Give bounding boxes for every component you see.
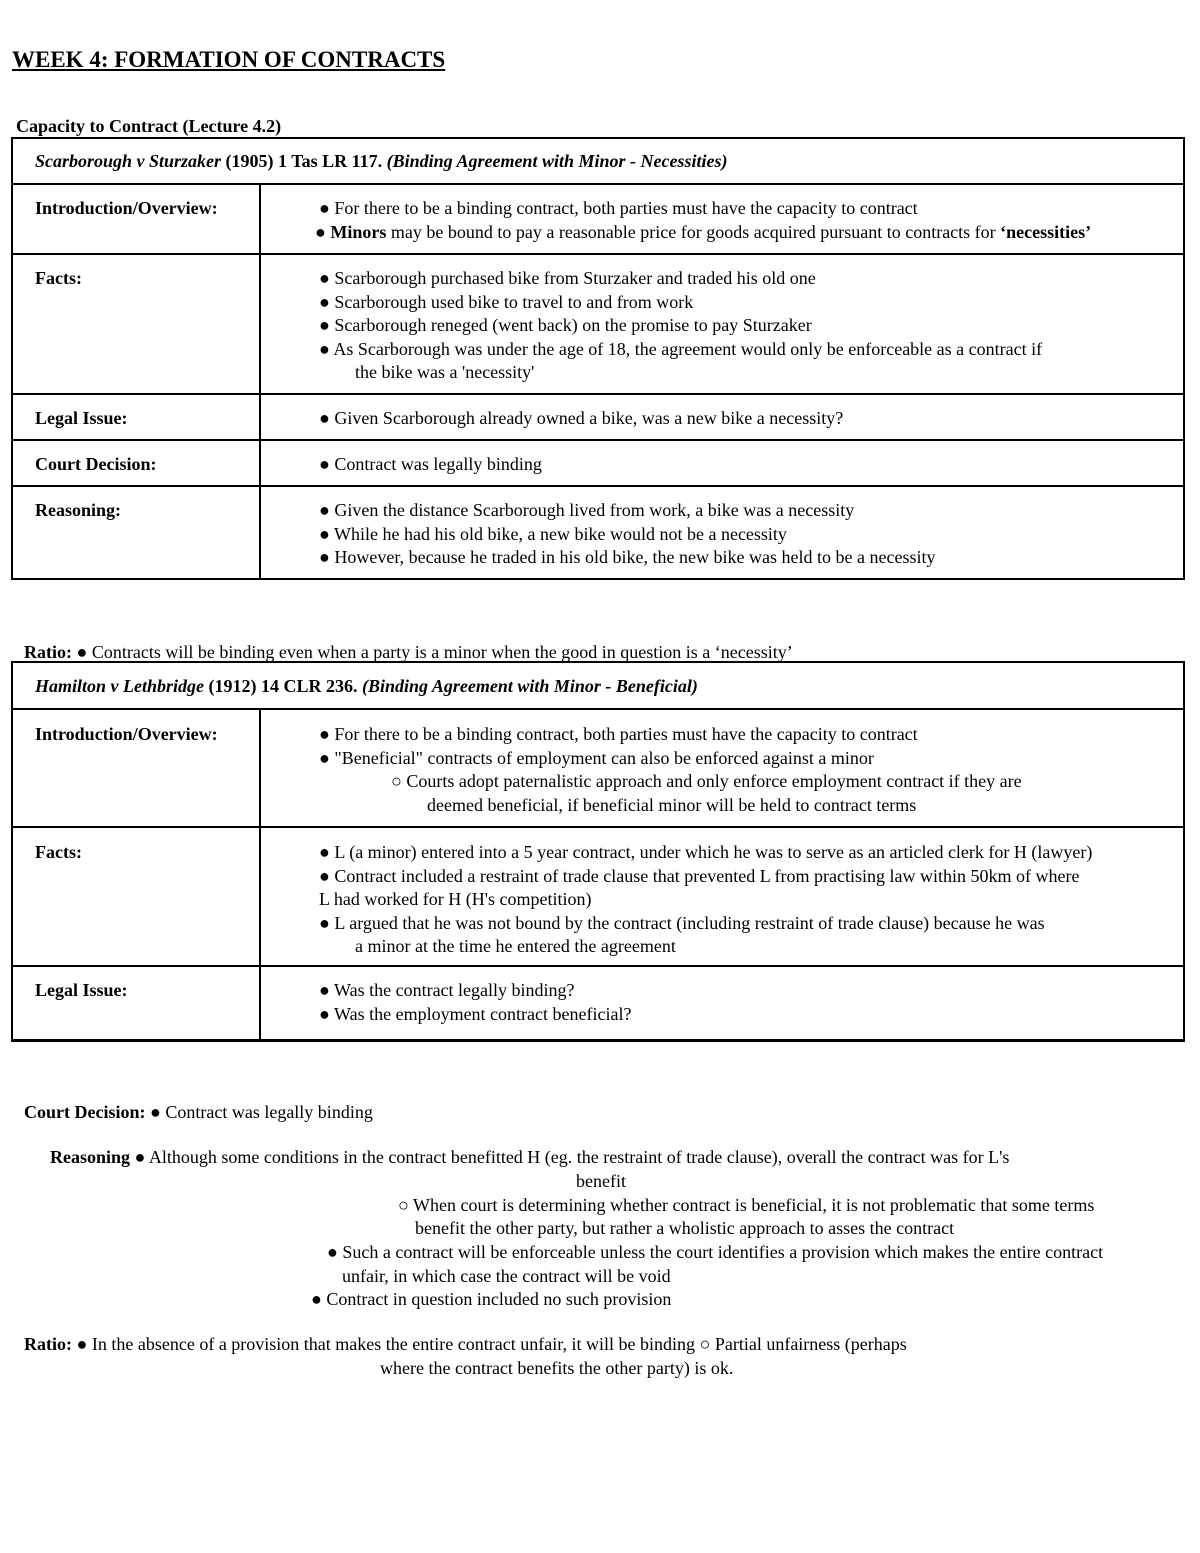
reasoning-item: unfair, in which case the contract will be void	[342, 1266, 671, 1286]
facts-list	[319, 841, 1092, 959]
case-heading	[35, 150, 727, 174]
fact-item: ● Scarborough reneged (went back) on the promise to pay Sturzaker	[319, 315, 812, 335]
column-divider	[259, 183, 261, 578]
decision-text: ● Contract was legally binding	[319, 454, 542, 474]
issue-item: ● Was the employment contract beneficial?	[319, 1003, 632, 1024]
decision-text: ● Contract was legally binding	[145, 1102, 373, 1122]
issue-item: ● Was the contract legally binding?	[319, 980, 575, 1000]
case-name: Hamilton v Lethbridge	[35, 676, 204, 696]
row-divider	[13, 439, 1183, 441]
reasoning-item: ● Given the distance Scarborough lived from work, a bike was a necessity	[319, 500, 855, 520]
fact-item: ● L (a minor) entered into a 5 year contract, under which he was to serve as an articled clerk for H (lawyer)	[319, 842, 1093, 862]
decision-label: Court Decision:	[24, 1102, 146, 1122]
decision-line	[24, 1100, 373, 1124]
reasoning-subitem: benefit the other party, but rather a wholistic approach to asses the contract	[415, 1218, 955, 1238]
row-divider	[13, 826, 1183, 828]
ratio-label: Ratio:	[24, 642, 72, 662]
case-citation: (1912) 14 CLR 236.	[204, 676, 362, 696]
reasoning-text: ● Although some conditions in the contract benefitted H (eg. the restraint of trade clause), overall the contract was for L's	[130, 1147, 1010, 1167]
intro-label: Introduction/Overview:	[35, 724, 218, 744]
issue-label: Legal Issue:	[35, 408, 128, 428]
reasoning-list	[319, 499, 935, 570]
intro-subitem: ○ Courts adopt paternalistic approach and only enforce employment contract if they are	[391, 771, 1022, 791]
reasoning-item: ● Contract in question included no such provision	[311, 1289, 672, 1309]
fact-item: ● Scarborough purchased bike from Sturzaker and traded his old one	[319, 268, 816, 288]
case-table-hamilton	[11, 661, 1185, 1042]
case-name: Scarborough v Sturzaker	[35, 151, 222, 171]
ratio-text: ● In the absence of a provision that makes the entire contract unfair, it will be binding ○ Partial unfairness (perhaps	[72, 1334, 907, 1354]
case-heading	[35, 675, 698, 699]
issue-list	[319, 979, 631, 1026]
reasoning-label: Reasoning	[50, 1147, 131, 1167]
fact-item: ● L argued that he was not bound by the contract (including restraint of trade clause) because he was	[319, 912, 1045, 933]
reasoning-item: ● Such a contract will be enforceable unless the court identifies a provision which makes the entire contract	[327, 1242, 1104, 1262]
intro-bullet: ● Minors may be bound to pay a reasonable price for goods acquired pursuant to contracts for ‘necessities’	[315, 222, 1092, 242]
intro-list	[319, 723, 1022, 817]
fact-item: ● As Scarborough was under the age of 18, the agreement would only be enforceable as a contract if	[319, 338, 1043, 359]
fact-item: ● Contract included a restraint of trade clause that prevented L from practising law within 50km of where	[319, 865, 1080, 886]
row-divider	[13, 485, 1183, 487]
reasoning-item: ● However, because he traded in his old bike, the new bike was held to be a necessity	[319, 547, 936, 567]
reasoning-line	[50, 1145, 1009, 1169]
fact-item: the bike was a 'necessity'	[355, 362, 535, 382]
row-divider	[13, 393, 1183, 395]
case-citation: (1905) 1 Tas LR 117.	[221, 151, 387, 171]
row-divider	[13, 965, 1183, 967]
intro-bullet: ● For there to be a binding contract, both parties must have the capacity to contract	[319, 198, 918, 218]
case-tag: (Binding Agreement with Minor - Beneficial)	[362, 676, 698, 696]
row-divider	[13, 708, 1183, 710]
ratio-line: where the contract benefits the other party) is ok.	[380, 1358, 734, 1378]
reasoning-item: ● While he had his old bike, a new bike would not be a necessity	[319, 523, 787, 544]
column-divider	[259, 708, 261, 1042]
row-divider	[13, 253, 1183, 255]
section-title: Capacity to Contract (Lecture 4.2)	[16, 116, 282, 136]
facts-list	[319, 267, 1042, 385]
reasoning-line: benefit	[576, 1171, 626, 1191]
issue-text: ● Given Scarborough already owned a bike, was a new bike a necessity?	[319, 408, 844, 428]
facts-label: Facts:	[35, 268, 82, 288]
page-title: WEEK 4: FORMATION OF CONTRACTS	[12, 47, 446, 72]
issue-label: Legal Issue:	[35, 980, 128, 1000]
reasoning-label: Reasoning:	[35, 500, 122, 520]
intro-item: ● "Beneficial" contracts of employment can also be enforced against a minor	[319, 747, 874, 768]
row-divider	[13, 183, 1183, 185]
decision-label: Court Decision:	[35, 454, 157, 474]
fact-item: ● Scarborough used bike to travel to and from work	[319, 291, 694, 312]
facts-label: Facts:	[35, 842, 82, 862]
case-tag: (Binding Agreement with Minor - Necessities)	[386, 151, 728, 171]
ratio-text: ● Contracts will be binding even when a party is a minor when the good in question is a ‘necessity’	[72, 642, 793, 662]
reasoning-subitem: ○ When court is determining whether contract is beneficial, it is not problematic that some terms	[398, 1195, 1095, 1215]
intro-label: Introduction/Overview:	[35, 198, 218, 218]
intro-subitem: deemed beneficial, if beneficial minor will be held to contract terms	[427, 794, 917, 815]
case-table-scarborough	[11, 137, 1185, 580]
fact-item: L had worked for H (H's competition)	[319, 889, 592, 909]
fact-item: a minor at the time he entered the agreement	[355, 936, 676, 956]
ratio-line	[24, 1332, 907, 1356]
intro-item: ● For there to be a binding contract, both parties must have the capacity to contract	[319, 724, 918, 744]
ratio-label: Ratio:	[24, 1334, 72, 1354]
